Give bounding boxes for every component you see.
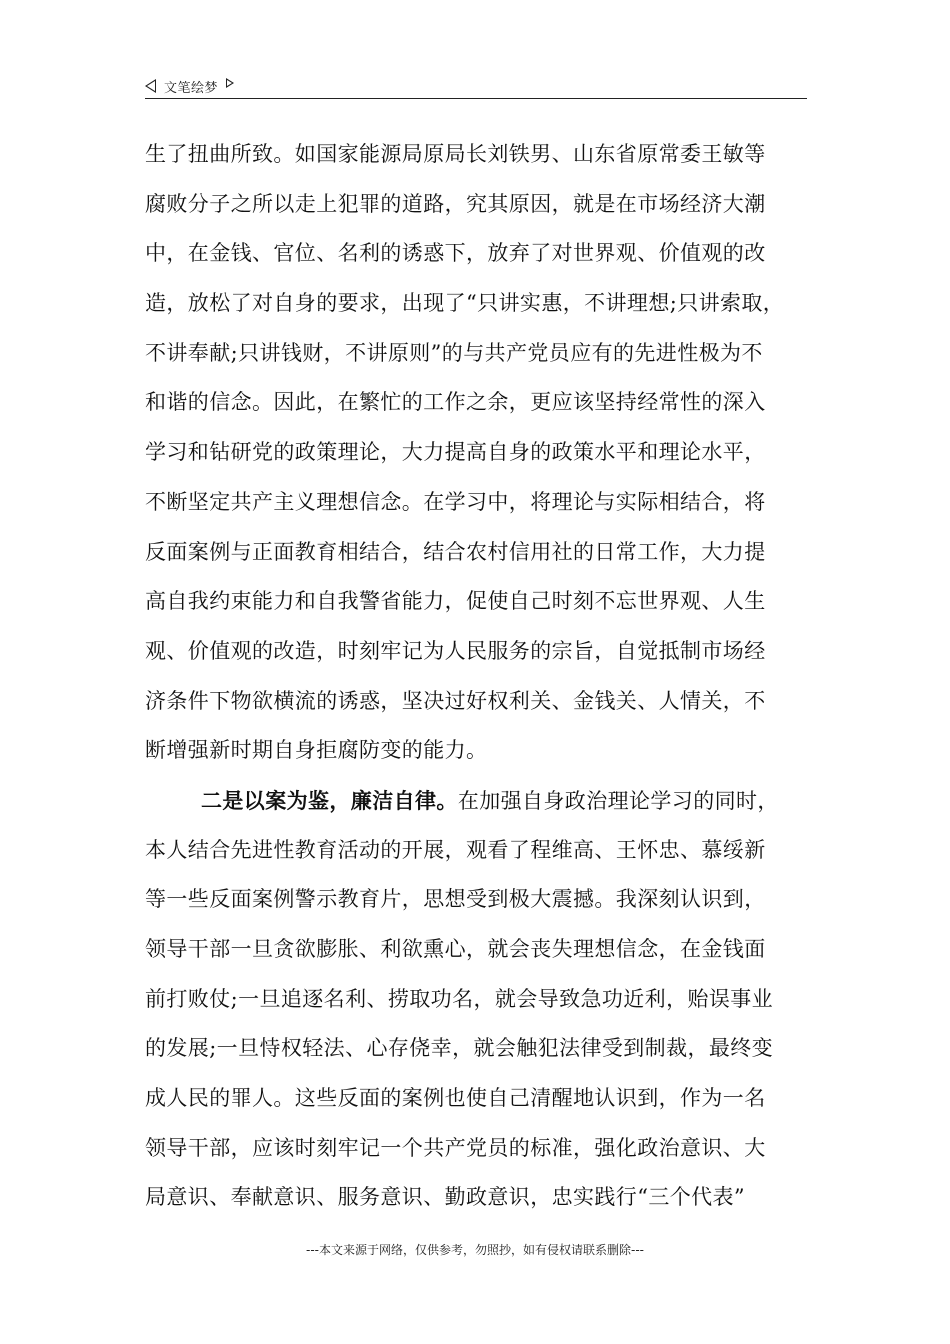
page-footer-disclaimer: ---本文来源于网络，仅供参考，勿照抄，如有侵权请联系删除--- [306, 1243, 644, 1257]
body-line: 观、价值观的改造，时刻牢记为人民服务的宗旨，自觉抵制市场经 [145, 638, 766, 663]
header-brand: 文笔绘梦 [164, 80, 219, 96]
body-line: 前打败仗;一旦追逐名利、捞取功名，就会导致急功近利，贻误事业 [145, 986, 774, 1011]
body-line: 不断坚定共产主义理想信念。在学习中，将理论与实际相结合，将 [145, 489, 766, 514]
page-header [145, 74, 807, 99]
triangle-left-icon [145, 79, 156, 93]
body-line: 的发展;一旦恃权轻法、心存侥幸，就会触犯法律受到制裁，最终变 [145, 1036, 774, 1061]
body-line: 腐败分子之所以走上犯罪的道路，究其原因，就是在市场经济大潮 [145, 191, 766, 216]
body-line: 成人民的罪人。这些反面的案例也使自己清醒地认识到，作为一名 [145, 1086, 766, 1111]
body-line: 不讲奉献;只讲钱财，不讲原则”的与共产党员应有的先进性极为不 [145, 340, 763, 365]
body-line: 领导干部，应该时刻牢记一个共产党员的标准，强化政治意识、大 [145, 1135, 766, 1160]
body-line: 反面案例与正面教育相结合，结合农村信用社的日常工作，大力提 [145, 539, 766, 564]
paragraph-2-first-line [145, 776, 817, 826]
paragraph-heading: 二是以案为鉴，廉洁自律。 [201, 787, 458, 813]
body-line: 造，放松了对自身的要求，出现了“只讲实惠，不讲理想;只讲索取， [145, 291, 785, 316]
body-line: 济条件下物欲横流的诱惑，坚决过好权利关、金钱关、人情关，不 [145, 688, 766, 713]
body-line: 领导干部一旦贪欲膨胀、利欲熏心，就会丧失理想信念，在金钱面 [145, 937, 766, 961]
body-line: 高自我约束能力和自我警省能力，促使自己时刻不忘世界观、人生 [145, 589, 766, 614]
body-line: 学习和钻研党的政策理论，大力提高自身的政策水平和理论水平， [145, 440, 766, 465]
document-body [145, 130, 817, 1223]
body-line: 局意识、奉献意识、服务意识、勤政意识，忠实践行“三个代表” [145, 1185, 746, 1210]
body-line: 和谐的信念。因此，在繁忙的工作之余，更应该坚持经常性的深入 [145, 390, 766, 415]
body-line: 中，在金钱、官位、名利的诱惑下，放弃了对世界观、价值观的改 [145, 241, 766, 266]
body-line: 等一些反面案例警示教育片，思想受到极大震撼。我深刻认识到， [145, 887, 766, 912]
body-line: 断增强新时期自身拒腐防变的能力。 [145, 738, 488, 763]
triangle-right-icon [226, 78, 234, 88]
body-line: 生了扭曲所致。如国家能源局原局长刘铁男、山东省原常委王敏等 [145, 142, 766, 166]
body-line-rest: 在加强自身政治理论学习的同时， [457, 788, 779, 813]
body-line: 本人结合先进性教育活动的开展，观看了程维高、王怀忠、慕绥新 [145, 837, 766, 862]
